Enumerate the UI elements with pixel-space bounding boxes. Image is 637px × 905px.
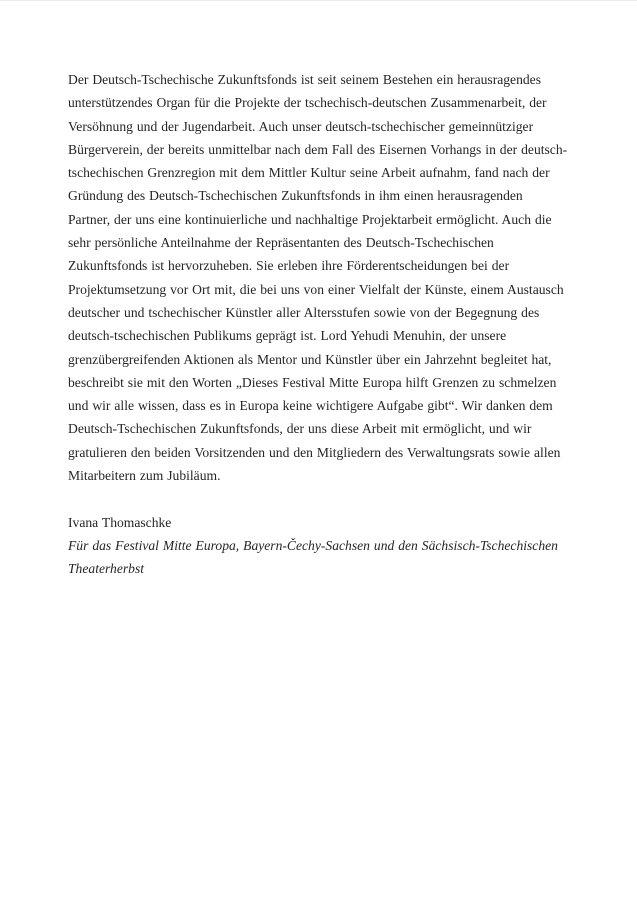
paragraph-line: Zukunftsfonds ist hervorzuheben. Sie erleben ihre Förderentscheidungen bei der [68,258,510,274]
paragraph-line: tschechischen Grenzregion mit dem Mittler Kultur seine Arbeit aufnahm, fand nach der [68,165,550,181]
letter-body [68,68,583,581]
signature-name: Ivana Thomaschke [68,514,172,530]
paragraph-line: grenzübergreifenden Aktionen als Mentor und Künstler über ein Jahrzehnt begleitet hat, [68,351,552,367]
paragraph-line: und wir alle wissen, dass es in Europa keine wichtigere Aufgabe gibt“. Wir danken dem [68,398,553,414]
paragraph-line: gratulieren den beiden Vorsitzenden und den Mitgliedern des Verwaltungsrats sowie allen [68,444,561,460]
paragraph-line: unterstützendes Organ für die Projekte der tschechisch-deutschen Zusammenarbeit, der [68,95,547,111]
signature-role-line: Theaterherbst [68,561,145,577]
signature-block [68,511,583,581]
paragraph-line: deutscher und tschechischer Künstler aller Altersstufen sowie von der Begegnung des [68,304,540,320]
paragraph-line: Projektumsetzung vor Ort mit, die bei uns von einer Vielfalt der Künste, einem Austausch [68,281,564,297]
paragraph-line: Gründung des Deutsch-Tschechischen Zukunftsfonds in ihm einen herausragenden [68,188,523,204]
paragraph-line: beschreibt sie mit den Worten „Dieses Festival Mitte Europa hilft Grenzen zu schmelzen [68,374,557,390]
paragraph-line: Mitarbeitern zum Jubiläum. [68,468,221,484]
paragraph-line: deutsch-tschechischen Publikums geprägt ist. Lord Yehudi Menuhin, der unsere [68,328,507,344]
paragraph-line: Bürgerverein, der bereits unmittelbar nach dem Fall des Eisernen Vorhangs in der deutsch- [68,141,568,157]
signature-role-line: Für das Festival Mitte Europa, Bayern-Čechy-Sachsen und den Sächsisch-Tschechischen [68,537,558,553]
paragraph-line: Der Deutsch-Tschechische Zukunftsfonds ist seit seinem Bestehen ein herausragendes [68,72,541,87]
paragraph-line: Versöhnung und der Jugendarbeit. Auch unser deutsch-tschechischer gemeinnütziger [68,118,534,134]
paragraph-line: Deutsch-Tschechischen Zukunftsfonds, der uns diese Arbeit mit ermöglicht, und wir [68,421,532,437]
paragraph-line: sehr persönliche Anteilnahme der Repräsentanten des Deutsch-Tschechischen [68,235,494,251]
paragraph-line: Partner, der uns eine kontinuierliche und nachhaltige Projektarbeit ermöglicht. Auch die [68,211,552,227]
